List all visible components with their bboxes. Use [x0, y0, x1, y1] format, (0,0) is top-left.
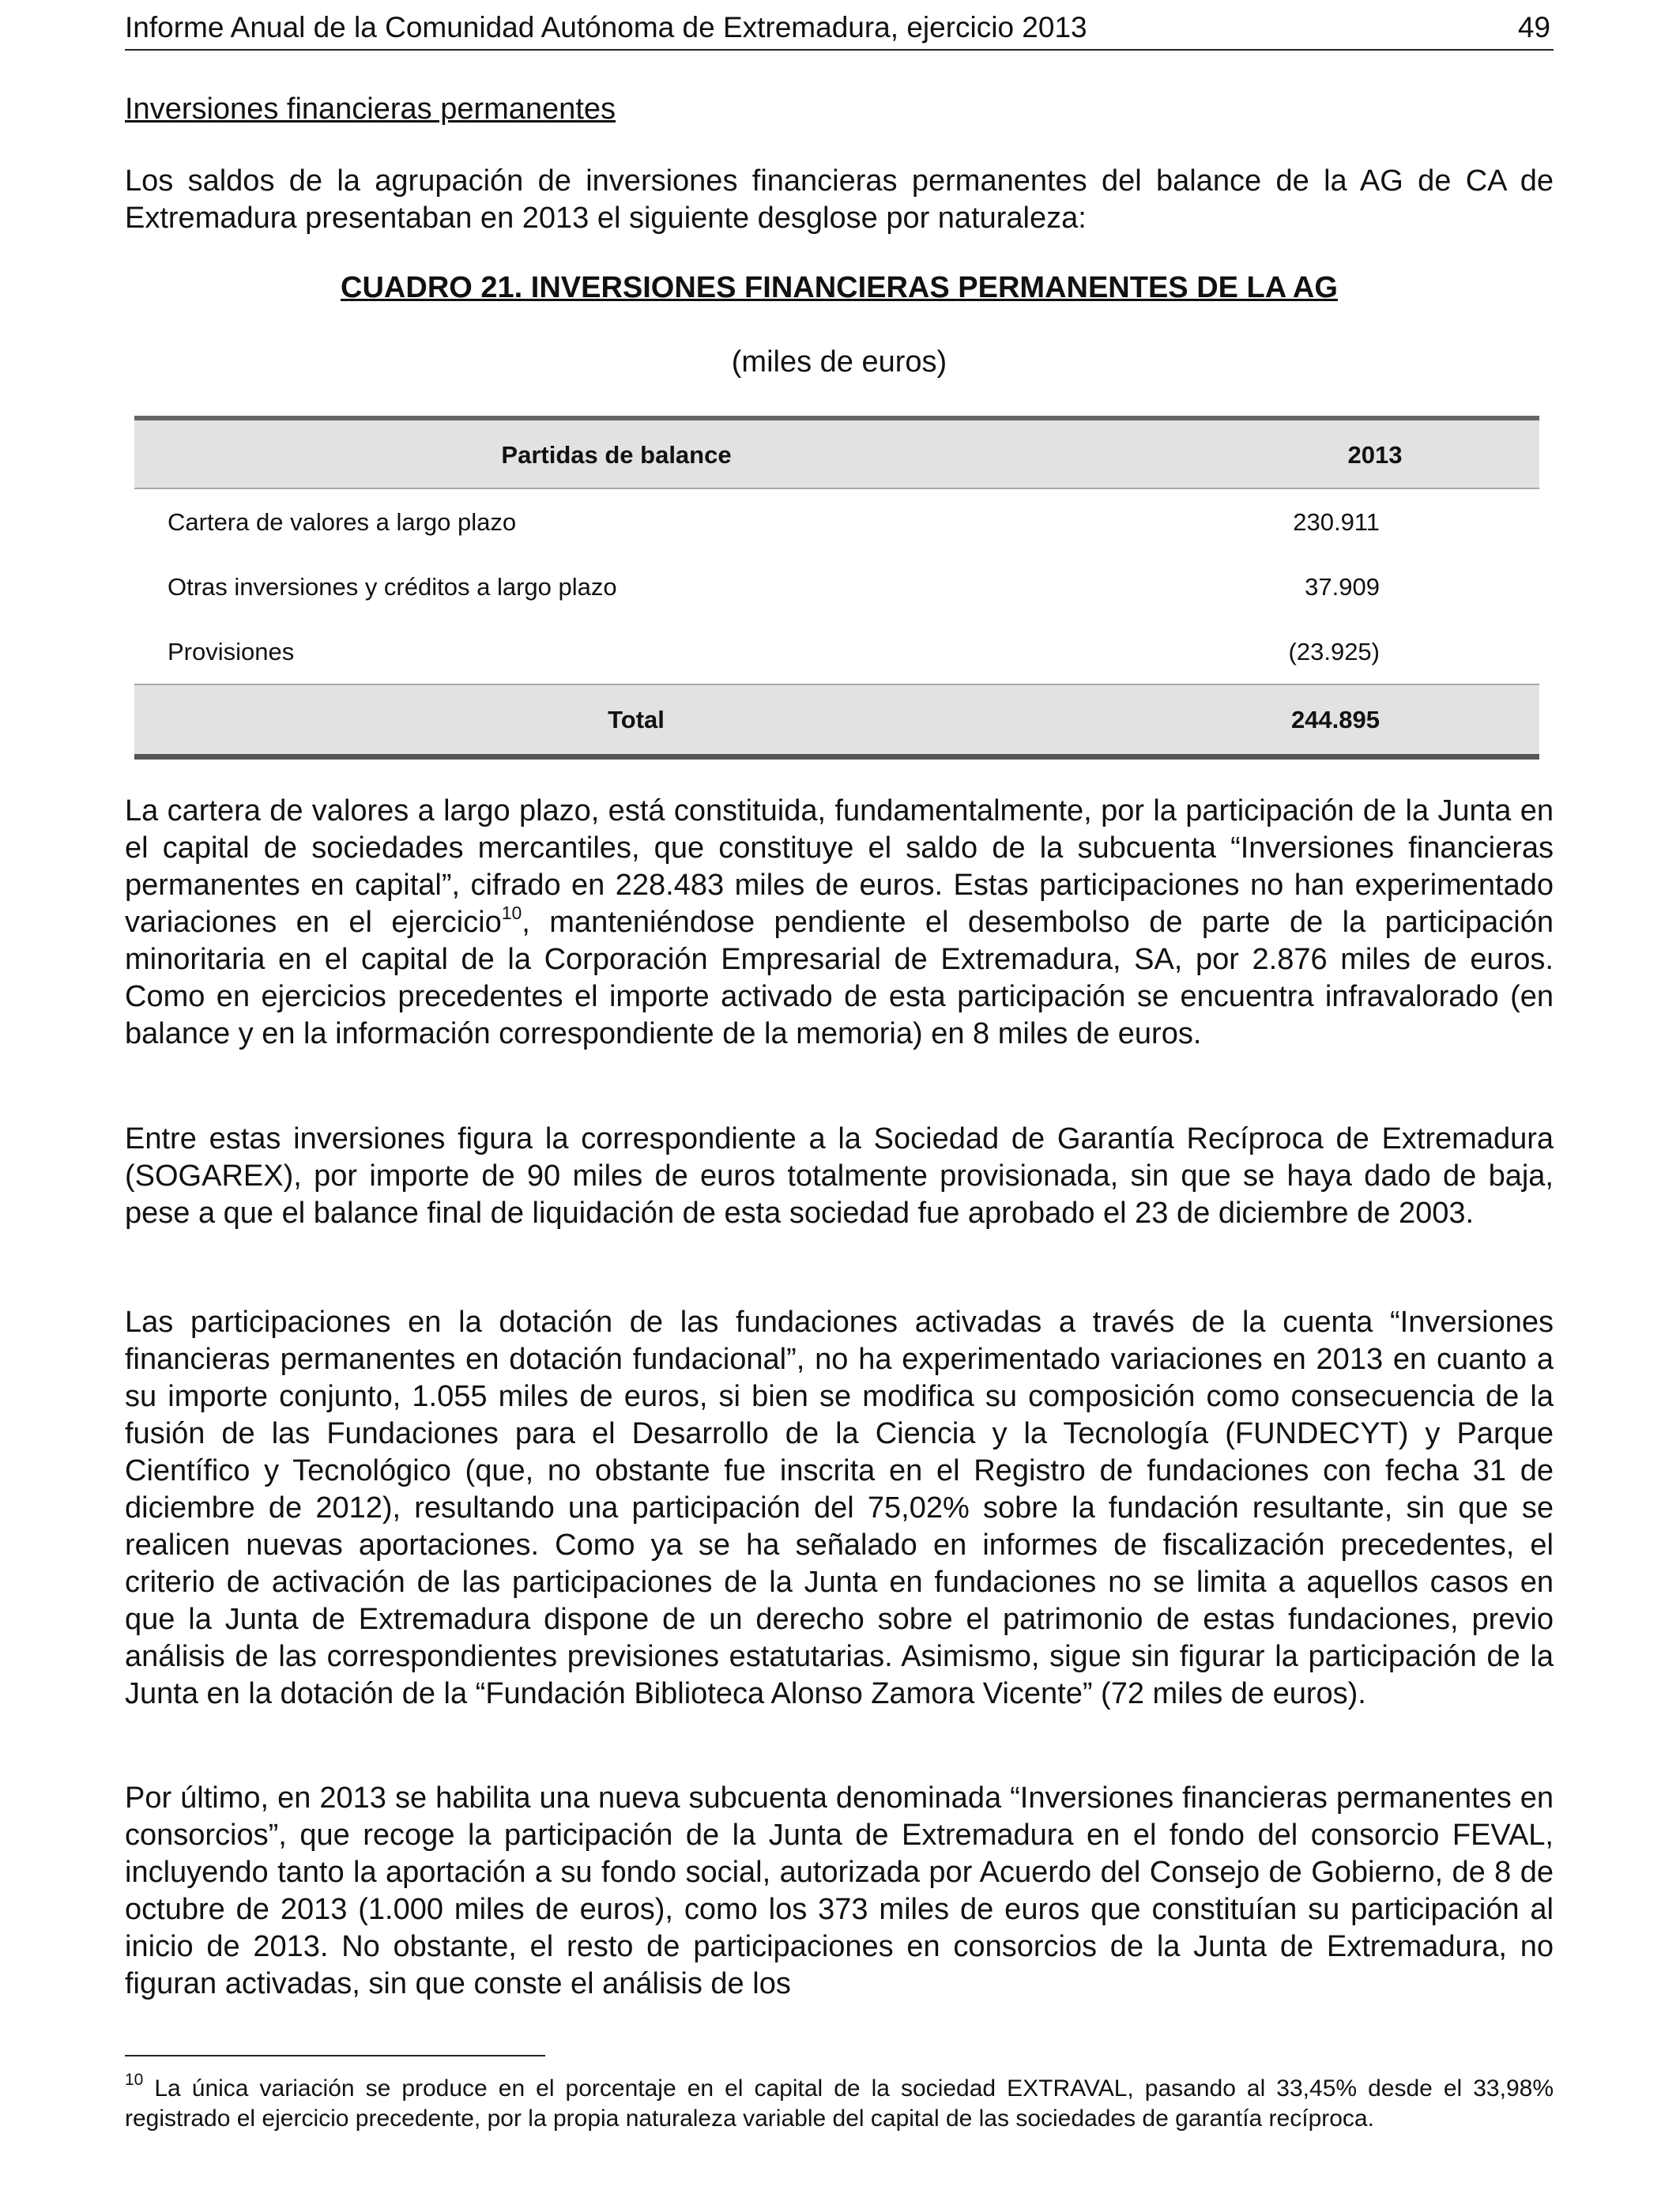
table-units: (miles de euros) [731, 345, 947, 379]
row-label: Provisiones [168, 638, 295, 665]
page-number: 49 [1517, 11, 1550, 43]
row-value: (23.925) [1288, 638, 1380, 665]
table-row [134, 619, 1539, 684]
total-value: 244.895 [1290, 706, 1380, 733]
table-total-row [134, 684, 1539, 754]
paragraph-text: La cartera de valores a largo plazo, está constituida, fundamentalmente, por la participación de la Junta en el capital de sociedades mercantiles, que constituye el saldo de la subcuenta “Inversiones financieras permanentes en capital”, cifrado en 228.483 miles de euros. Estas participaciones no han experimentado variaciones en el ejercicio [125, 794, 1554, 939]
paragraph-sogarex: Entre estas inversiones figura la correspondiente a la Sociedad de Garantía Recíproca de Extremadura (SOGAREX), por importe de 90 miles de euros totalmente provisionada, sin que se haya dado de baja, pese a que el balance final de liquidación de esta sociedad fue aprobado el 23 de diciembre de 2003. [125, 1122, 1554, 1230]
total-label: Total [608, 706, 665, 733]
row-value: 230.911 [1293, 508, 1380, 536]
section-title: Inversiones financieras permanentes [125, 92, 616, 126]
footnote-number: 10 [125, 2071, 144, 2089]
table-row [134, 554, 1539, 619]
footnote-divider [125, 2055, 545, 2056]
paragraph-securities-portfolio [125, 793, 1554, 1053]
intro-paragraph: Los saldos de la agrupación de inversiones financieras permanentes del balance de la AG de CA de Extremadura presentaban en 2013 el siguiente desglose por naturaleza: [125, 164, 1554, 235]
running-header [125, 11, 1554, 51]
header-title: Informe Anual de la Comunidad Autónoma de Extremadura, ejercicio 2013 [125, 11, 1087, 43]
row-label: Otras inversiones y créditos a largo plazo [168, 573, 617, 601]
table-header-row [134, 420, 1539, 489]
footnote-text: La única variación se produce en el porcentaje en el capital de la sociedad EXTRAVAL, pasando al 33,45% desde el 33,98% registrado el ejercicio precedente, por la propia naturaleza variable del capital de las sociedades de garantía recíproca. [125, 2075, 1554, 2132]
paragraph-foundations: Las participaciones en la dotación de las fundaciones activadas a través de la cuenta “Inversiones financieras permanentes en dotación fundacional”, no ha experimentado variaciones en 2013 en cuanto a su importe conjunto, 1.055 miles de euros, si bien se modifica su composición como consecuencia de la fusión de las Fundaciones para el Desarrollo de la Ciencia y la Tecnología (FUNDECYT) y Parque Científico y Tecnológico (que, no obstante fue inscrita en el Registro de fundaciones con fecha 31 de diciembre de 2012), resultando una participación del 75,02% sobre la fundación resultante, sin que se realicen nuevas aportaciones. Como ya se ha señalado en informes de fiscalización precedentes, el criterio de activación de las participaciones de la Junta en fundaciones no se limita a aquellos casos en que la Junta de Extremadura dispone de un derecho sobre el patrimonio de estas fundaciones, previo análisis de las correspondientes previsiones estatutarias. Asimismo, sigue sin figurar la participación de la Junta en la dotación de la “Fundación Biblioteca Alonso Zamora Vicente” (72 miles de euros). [125, 1306, 1554, 1710]
row-label: Cartera de valores a largo plazo [168, 508, 517, 536]
paragraph-text: , manteniéndose pendiente el desembolso de parte de la participación minoritaria en el capital de la Corporación Empresarial de Extremadura, SA, por 2.876 miles de euros. Como en ejercicios precedentes el importe activado de esta participación se encuentra infravalorado (en balance y en la información correspondiente de la memoria) en 8 miles de euros. [125, 906, 1554, 1050]
footnote-reference[interactable]: 10 [501, 903, 522, 923]
table-caption: CUADRO 21. INVERSIONES FINANCIERAS PERMANENTES DE LA AG [341, 271, 1338, 304]
column-header-item: Partidas de balance [501, 441, 732, 469]
paragraph-consortia: Por último, en 2013 se habilita una nueva subcuenta denominada “Inversiones financieras permanentes en consorcios”, que recoge la participación de la Junta de Extremadura en el fondo del consorcio FEVAL, incluyendo tanto la aportación a su fondo social, autorizada por Acuerdo del Consejo de Gobierno, de 8 de octubre de 2013 (1.000 miles de euros), como los 373 miles de euros que constituían su participación al inicio de 2013. No obstante, el resto de participaciones en consorcios de la Junta de Extremadura, no figuran activadas, sin que conste el análisis de los [125, 1781, 1554, 2000]
table-row [134, 489, 1539, 554]
row-value: 37.909 [1305, 573, 1380, 601]
footnote [125, 2071, 1554, 2134]
column-header-year: 2013 [1347, 441, 1403, 469]
financial-investments-table [134, 416, 1539, 760]
